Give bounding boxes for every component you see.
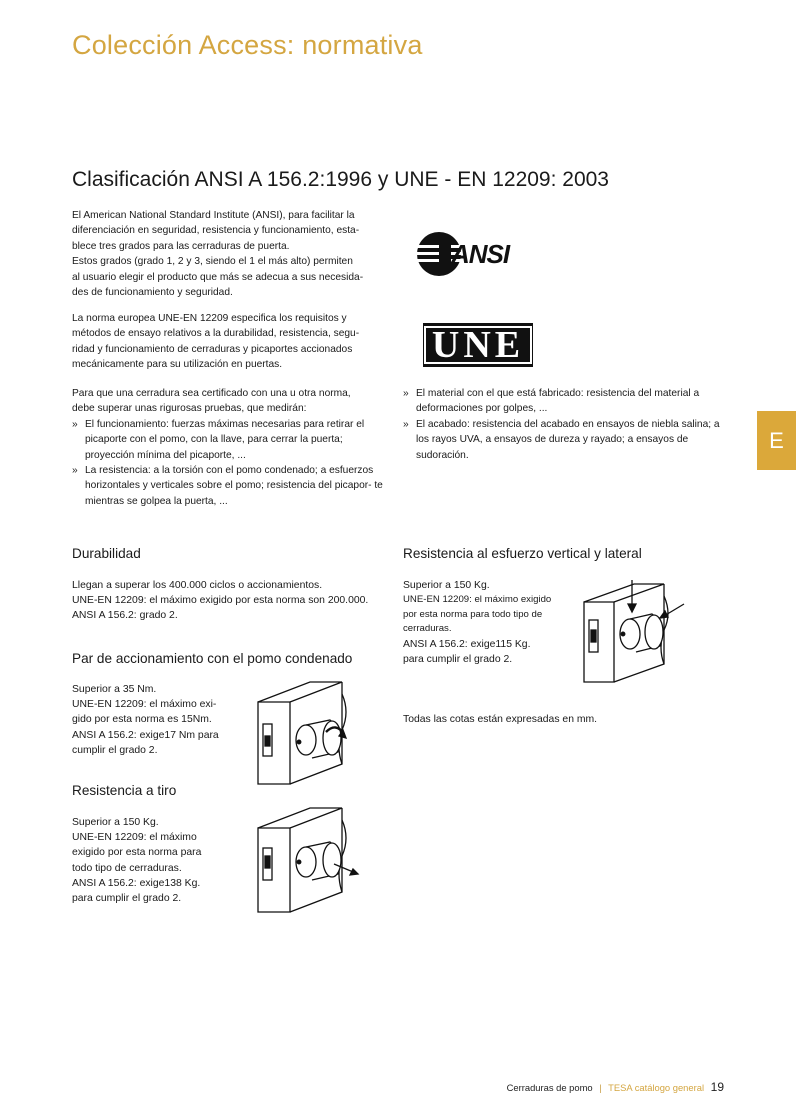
- accionamiento-text: [72, 682, 242, 758]
- footer: [480, 1080, 724, 1094]
- durabilidad-title: Durabilidad: [72, 546, 141, 561]
- ansi-logo: [415, 230, 530, 278]
- bullet-item: » El funcionamiento: fuerzas máximas necesarias para retirar el picaporte con el pomo, con la llave, para cerrar la puerta; proyección mínima del picaporte, ...: [72, 417, 394, 463]
- tiro-line: para cumplir el grado 2.: [72, 893, 182, 905]
- une-line: La norma europea UNE-EN 12209 especifica los requisitos y: [72, 313, 347, 324]
- durabilidad-text: [72, 578, 392, 624]
- tests-paragraph-right: [403, 386, 723, 463]
- une-paragraph: [72, 311, 402, 373]
- vertical-line: ANSI A 156.2: exige115 Kg.: [403, 638, 531, 650]
- vertical-text: [403, 578, 573, 667]
- tests-line: debe superar unas rigurosas pruebas, que medirán:: [72, 403, 307, 415]
- accionamiento-line: Superior a 35 Nm.: [72, 684, 157, 695]
- intro-line: blece tres grados para las cerraduras de puerta.: [72, 240, 290, 252]
- durabilidad-line: ANSI A 156.2: grado 2.: [72, 610, 178, 622]
- vertical-line: por esta norma para todo tipo de: [403, 608, 543, 620]
- durabilidad-line: UNE-EN 12209: el máximo exigido por esta norma son 200.000.: [72, 595, 369, 607]
- section-tab-letter: E: [769, 427, 784, 453]
- vertical-line: cerraduras.: [403, 623, 452, 635]
- intro-line: Estos grados (grado 1, 2 y 3, siendo el 1 el más alto) permiten: [72, 256, 353, 268]
- tiro-title: Resistencia a tiro: [72, 783, 177, 798]
- lock-vertical-illustration: [576, 572, 691, 687]
- une-logo: [423, 323, 533, 367]
- intro-line: des de funcionamiento y seguridad.: [72, 287, 233, 299]
- intro-line: al usuario elegir el producto que más se adecua a sus necesida-: [72, 271, 364, 283]
- tiro-line: Superior a 150 Kg.: [72, 817, 159, 828]
- tiro-line: UNE-EN 12209: el máximo: [72, 832, 197, 844]
- une-logo-text: UNE: [424, 326, 532, 364]
- tiro-line: todo tipo de cerraduras.: [72, 862, 182, 874]
- vertical-title: Resistencia al esfuerzo vertical y lateral: [403, 546, 642, 561]
- footer-separator: |: [599, 1082, 602, 1093]
- accionamiento-line: gido por esta norma es 15Nm.: [72, 714, 212, 726]
- une-line: ridad y funcionamiento de cerraduras y picaportes accionados: [72, 343, 353, 355]
- durabilidad-line: Llegan a superar los 400.000 ciclos o accionamientos.: [72, 580, 323, 591]
- accionamiento-title: Par de accionamiento con el pomo condenado: [72, 651, 353, 666]
- bullet-item: » El acabado: resistencia del acabado en ensayos de niebla salina; a los rayos UVA, a ensayos de dureza y rayado; a ensayos de sudoración.: [403, 417, 723, 463]
- tests-line: Para que una cerradura sea certificado con una u otra norma,: [72, 388, 351, 399]
- intro-line: diferenciación en seguridad, resistencia y funcionamiento, esta-: [72, 225, 360, 237]
- tests-paragraph: [72, 386, 394, 509]
- accionamiento-line: ANSI A 156.2: exige17 Nm para: [72, 729, 219, 741]
- bullet-item: » El material con el que está fabricado: resistencia del material a deformaciones por golpes, ...: [403, 386, 723, 417]
- section-title: Clasificación ANSI A 156.2:1996 y UNE - EN 12209: 2003: [72, 168, 609, 191]
- tests-bullet-list-right: [403, 386, 723, 463]
- section-tab: [757, 411, 796, 470]
- accionamiento-line: UNE-EN 12209: el máximo exi-: [72, 699, 217, 711]
- tiro-line: exigido por esta norma para: [72, 847, 202, 859]
- lock-pull-illustration: [250, 800, 370, 920]
- ansi-logo-text: ANSI: [451, 239, 510, 269]
- footer-catalog: TESA catálogo general: [608, 1082, 705, 1093]
- vertical-line: para cumplir el grado 2.: [403, 654, 513, 666]
- tiro-text: [72, 815, 242, 906]
- bullet-item: » La resistencia: a la torsión con el pomo condenado; a esfuerzos horizontales y verticales sobre el pomo; resistencia del picapor- te mientras se golpea la puerta, ...: [72, 463, 394, 509]
- intro-paragraph: [72, 208, 402, 300]
- accionamiento-line: cumplir el grado 2.: [72, 744, 158, 756]
- une-line: mecánicamente para su utilización en puertas.: [72, 359, 283, 371]
- lock-torque-illustration: [250, 672, 360, 792]
- une-line: métodos de ensayo relativos a la durabilidad, resistencia, segu-: [72, 328, 360, 340]
- tiro-line: ANSI A 156.2: exige138 Kg.: [72, 877, 201, 889]
- vertical-line: UNE-EN 12209: el máximo exigido: [403, 594, 552, 606]
- tests-bullet-list: [72, 417, 394, 509]
- dimensions-note: Todas las cotas están expresadas en mm.: [403, 714, 598, 725]
- intro-line: El American National Standard Institute (ANSI), para facilitar la: [72, 210, 355, 221]
- footer-section: Cerraduras de pomo: [506, 1082, 593, 1093]
- page-number: 19: [710, 1080, 724, 1094]
- vertical-line: Superior a 150 Kg.: [403, 580, 490, 591]
- page-title: Colección Access: normativa: [72, 30, 423, 60]
